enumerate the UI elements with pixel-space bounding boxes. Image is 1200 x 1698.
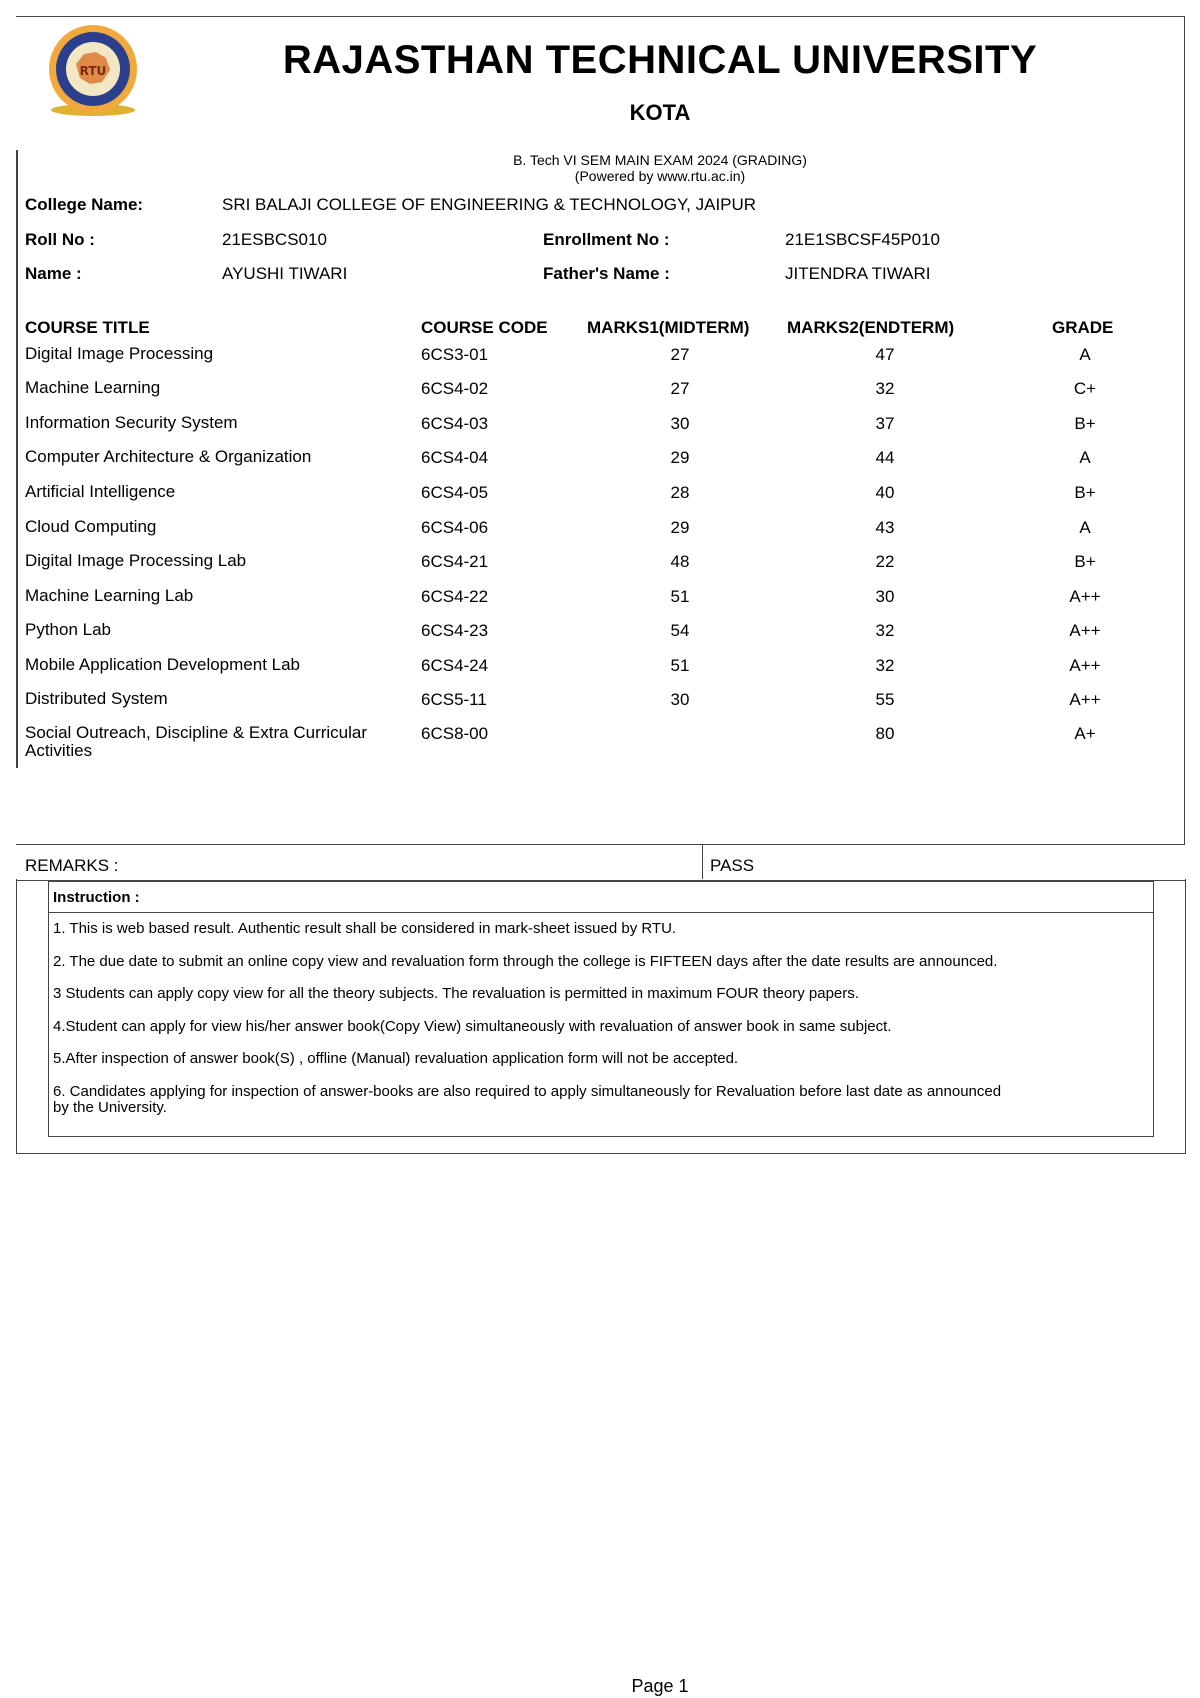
course-title: Machine Learning Lab [25, 586, 194, 605]
table-row [0, 414, 1200, 448]
course-code: 6CS4-04 [421, 448, 489, 467]
university-title: RAJASTHAN TECHNICAL UNIVERSITY [282, 38, 1038, 82]
table-row [0, 552, 1200, 586]
marks-midterm: 28 [670, 483, 690, 502]
course-code: 6CS4-03 [421, 414, 489, 433]
marks-midterm: 30 [670, 414, 690, 433]
grade: A [1079, 518, 1091, 537]
name-label: Name : [25, 264, 82, 283]
exam-info [0, 152, 1200, 184]
course-code: 6CS4-06 [421, 518, 489, 537]
marks-endterm: 32 [875, 621, 895, 640]
marks-midterm: 51 [670, 587, 690, 606]
course-title: Distributed System [25, 689, 168, 708]
remarks-box [16, 844, 1185, 881]
header-marks1: MARKS1(MIDTERM) [587, 318, 750, 337]
svg-text:RTU: RTU [79, 64, 107, 78]
grade: A++ [1069, 690, 1101, 709]
grade: B+ [1074, 552, 1096, 571]
powered-by: (Powered by www.rtu.ac.in) [574, 168, 746, 184]
grade: A [1079, 345, 1091, 364]
university-city: KOTA [629, 100, 691, 125]
grade: A++ [1069, 587, 1101, 606]
remarks-label: REMARKS : [25, 856, 119, 875]
marks-endterm: 43 [875, 518, 895, 537]
instruction-item: 2. The due date to submit an online copy view and revaluation form through the college is FIFTEEN days after the date results are announced. [53, 953, 998, 970]
grade: B+ [1074, 414, 1096, 433]
table-row [0, 724, 1200, 768]
course-title: Python Lab [25, 620, 112, 639]
marks-midterm: 27 [670, 345, 690, 364]
enrollment-number: 21E1SBCSF45P010 [785, 230, 940, 249]
marks-endterm: 30 [875, 587, 895, 606]
grade: C+ [1073, 379, 1097, 398]
table-row [0, 587, 1200, 621]
marks-midterm: 51 [670, 656, 690, 675]
course-title: Machine Learning [25, 378, 161, 397]
marks-endterm: 22 [875, 552, 895, 571]
grade: A++ [1069, 621, 1101, 640]
enrollment-label: Enrollment No : [543, 230, 670, 249]
marks-midterm: 48 [670, 552, 690, 571]
course-title: Information Security System [25, 413, 238, 432]
marks-endterm: 80 [875, 724, 895, 743]
table-row [0, 448, 1200, 482]
page-number: Page 1 [631, 1676, 689, 1696]
instruction-item: 3 Students can apply copy view for all the theory subjects. The revaluation is permitted in maximum FOUR theory papers. [53, 985, 859, 1002]
marks-midterm: 27 [670, 379, 690, 398]
table-row [0, 656, 1200, 690]
course-code: 6CS4-05 [421, 483, 489, 502]
instruction-item: 6. Candidates applying for inspection of answer-books are also required to apply simultaneously for Revaluation before last date as announced by the University. [53, 1083, 1002, 1116]
course-title: Artificial Intelligence [25, 482, 176, 501]
roll-label: Roll No : [25, 230, 95, 249]
header-course-title: COURSE TITLE [25, 318, 150, 337]
college-name: SRI BALAJI COLLEGE OF ENGINEERING & TECHNOLOGY, JAIPUR [222, 195, 757, 214]
table-row [0, 345, 1200, 379]
marks-endterm: 37 [875, 414, 895, 433]
marks-endterm: 44 [875, 448, 895, 467]
college-label: College Name: [25, 195, 144, 214]
remarks-value: PASS [710, 856, 755, 875]
frame-top-border [16, 16, 1185, 17]
course-code: 6CS4-24 [421, 656, 489, 675]
course-title: Digital Image Processing [25, 344, 214, 363]
course-code: 6CS3-01 [421, 345, 489, 364]
instruction-item: 5.After inspection of answer book(S) , offline (Manual) revaluation application form will not be accepted. [53, 1050, 739, 1067]
instruction-item: 1. This is web based result. Authentic result shall be considered in mark-sheet issued by RTU. [53, 920, 677, 937]
table-row [0, 621, 1200, 655]
instructions-title: Instruction : [53, 889, 140, 906]
marks-midterm: 54 [670, 621, 690, 640]
course-title: Social Outreach, Discipline & Extra Curricular Activities [25, 723, 368, 760]
instruction-item: 4.Student can apply for view his/her answer book(Copy View) simultaneously with revaluation of answer book in same subject. [53, 1018, 892, 1035]
course-code: 6CS4-02 [421, 379, 489, 398]
course-title: Cloud Computing [25, 517, 157, 536]
marks-endterm: 55 [875, 690, 895, 709]
table-row [0, 483, 1200, 517]
course-code: 6CS4-23 [421, 621, 489, 640]
remarks-divider [702, 844, 703, 879]
course-code: 6CS5-11 [421, 690, 487, 709]
header-grade: GRADE [1052, 318, 1114, 337]
marks-midterm: 29 [670, 518, 690, 537]
course-title: Digital Image Processing Lab [25, 551, 247, 570]
father-name: JITENDRA TIWARI [785, 264, 931, 283]
course-code: 6CS8-00 [421, 724, 489, 743]
table-row [0, 518, 1200, 552]
course-title: Computer Architecture & Organization [25, 447, 312, 466]
instructions-header-divider [48, 912, 1154, 913]
exam-title: B. Tech VI SEM MAIN EXAM 2024 (GRADING) [513, 152, 807, 168]
father-label: Father's Name : [543, 264, 670, 283]
roll-number: 21ESBCS010 [222, 230, 327, 249]
marks-endterm: 32 [875, 379, 895, 398]
marks-midterm: 29 [670, 448, 690, 467]
marks-midterm: 30 [670, 690, 690, 709]
course-title: Mobile Application Development Lab [25, 655, 301, 674]
student-name: AYUSHI TIWARI [222, 264, 348, 283]
marks-endterm: 40 [875, 483, 895, 502]
grade: A++ [1069, 656, 1101, 675]
header-course-code: COURSE CODE [421, 318, 548, 337]
grade: A+ [1074, 724, 1096, 743]
header-marks2: MARKS2(ENDTERM) [787, 318, 955, 337]
course-code: 6CS4-21 [421, 552, 489, 571]
marks-endterm: 47 [875, 345, 895, 364]
grade: A [1079, 448, 1091, 467]
course-code: 6CS4-22 [421, 587, 489, 606]
table-row [0, 379, 1200, 413]
table-row [0, 690, 1200, 724]
marks-endterm: 32 [875, 656, 895, 675]
grade: B+ [1074, 483, 1096, 502]
